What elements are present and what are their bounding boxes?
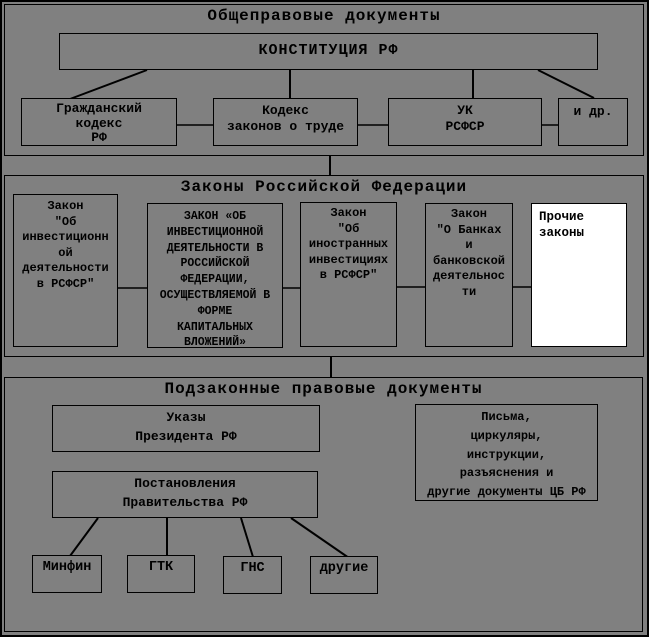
federal-laws-title: Законы Российской Федерации bbox=[180, 178, 468, 196]
other-laws-box: Прочие законы bbox=[531, 203, 627, 347]
central-bank-letters-box: Письма, циркуляры, инструкции, разъяснения и другие документы ЦБ РФ bbox=[415, 404, 598, 501]
investment-activity-rsfsr-law-box: Закон "Об инвестиционн ой деятельности в РСФСР" bbox=[13, 194, 118, 347]
government-resolutions-box: Постановления Правительства РФ bbox=[52, 471, 318, 518]
gns-box: ГНС bbox=[223, 556, 282, 594]
foreign-investment-law-box: Закон "Об иностранных инвестициях в РСФСР" bbox=[300, 202, 397, 347]
president-decrees-box: Указы Президента РФ bbox=[52, 405, 320, 452]
other-agencies-box: другие bbox=[310, 556, 378, 594]
criminal-code-box: УК РСФСР bbox=[388, 98, 542, 146]
constitution-box: КОНСТИТУЦИЯ РФ bbox=[59, 33, 598, 70]
banks-law-box: Закон "О Банках и банковской деятельнос ти bbox=[425, 203, 513, 347]
capital-investment-law-box: ЗАКОН «ОБ ИНВЕСТИЦИОННОЙ ДЕЯТЕЛЬНОСТИ В РОССИЙСКОЙ ФЕДЕРАЦИИ, ОСУЩЕСТВЛЯЕМОЙ В ФОРМЕ КАПИТАЛЬНЫХ ВЛОЖЕНИЙ» bbox=[147, 203, 283, 348]
bylaw-documents-title: Подзаконные правовые документы bbox=[164, 380, 483, 398]
minfin-box: Минфин bbox=[32, 555, 102, 593]
general-legal-documents-title: Общеправовые документы bbox=[207, 7, 441, 25]
civil-code-box: Гражданский кодекс РФ bbox=[21, 98, 177, 146]
other-codes-box: и др. bbox=[558, 98, 628, 146]
labor-code-box: Кодекс законов о труде bbox=[213, 98, 358, 146]
gtk-box: ГТК bbox=[127, 555, 195, 593]
